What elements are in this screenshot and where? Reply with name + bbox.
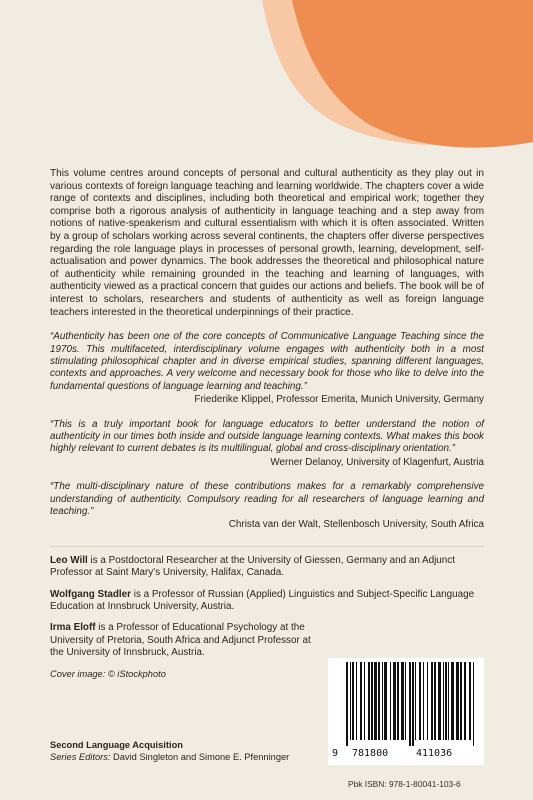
series-info bbox=[50, 739, 289, 763]
barcode-bar bbox=[371, 662, 373, 740]
barcode-bar bbox=[415, 662, 416, 740]
barcode-bar bbox=[384, 662, 387, 740]
editor-bio-2 bbox=[50, 589, 484, 614]
barcode-bar bbox=[356, 662, 357, 740]
barcode-bar bbox=[382, 662, 383, 740]
barcode-digit-first: 9 bbox=[332, 748, 339, 759]
barcode-digits-left: 781800 bbox=[352, 748, 389, 759]
endorsement-text: “This is a truly important book for language educators to better understand the notion of authenticity in our times both inside and outside language learning contexts. What makes this book highly relevant to current debates is its multilingual, global and cross-disciplinary orientation.” bbox=[50, 418, 484, 455]
endorsement-text: “The multi-disciplinary nature of these contributions makes for a remarkably comprehensive understanding of authenticity. Compulsory reading for all researchers of language learning and teaching.” bbox=[50, 481, 484, 517]
barcode-bar bbox=[350, 662, 351, 740]
barcode bbox=[328, 658, 484, 765]
book-description: This volume centres around concepts of personal and cultural authenticity as they play out in various contexts of foreign language teaching and learning worldwide. The chapters cover a wide range of contexts and disciplines, including both theoretical and empirical work; together they comprise both a rigorous analysis of authenticity in language teaching and a step away from notions of native-speakerism and cultural essentialism with which it is often associated. Written by a group of scholars working across several continents, the chapters offer diverse perspectives regarding the role language plays in processes of personal growth, learning, development, self-actualisation and power dynamics. The book addresses the theoretical and philosophical nature of authenticity while remaining grounded in the teaching and learning of languages, with authenticity viewed as a practical concern that guides our actions and beliefs. The book will be of interest to scholars, researchers and students of authenticity as well as foreign language teachers interested in the theoretical underpinnings of their practice. bbox=[50, 168, 484, 318]
barcode-bar bbox=[360, 662, 362, 740]
endorsement-text: “Authenticity has been one of the core concepts of Communicative Language Teaching since the 1970s. This multifaceted, interdisciplinary volume engages with authenticity both in a most stimulating philosophical chapter and in diverse empirical studies, spanning different languages, contexts and approaches. A very welcome and necessary book for those who like to delve into the fundamental questions of language learning and teaching.” bbox=[50, 331, 484, 392]
endorsement-attribution: Christa van der Walt, Stellenbosch University, South Africa bbox=[228, 519, 484, 531]
decorative-orange-shape bbox=[0, 0, 533, 160]
endorsement-attribution: Friederike Klippel, Professor Emerita, Munich University, Germany bbox=[194, 394, 484, 406]
endorsement-3 bbox=[50, 481, 484, 532]
series-editors-label: Series Editors: bbox=[50, 752, 111, 762]
barcode-bar bbox=[405, 662, 406, 740]
endorsement-1 bbox=[50, 331, 484, 406]
barcode-bar bbox=[443, 662, 444, 740]
barcode-bar bbox=[368, 662, 370, 740]
barcode-bar bbox=[374, 662, 377, 740]
barcode-icon bbox=[332, 662, 480, 746]
barcode-bar bbox=[469, 662, 471, 740]
barcode-bar bbox=[473, 662, 474, 746]
editor-bio-text: is a Postdoctoral Researcher at the University of Giessen, Germany and an Adjunct Professor at Saint Mary’s University, Halifax, Canada. bbox=[50, 554, 455, 579]
barcode-bar bbox=[427, 662, 428, 740]
barcode-bar bbox=[460, 662, 462, 740]
cover-image-credit: Cover image: © iStockphoto bbox=[50, 668, 166, 679]
isbn: Pbk ISBN: 978-1-80041-103-6 bbox=[348, 779, 461, 789]
barcode-bar bbox=[409, 662, 411, 746]
barcode-bar bbox=[456, 662, 459, 740]
barcode-bar bbox=[401, 662, 404, 740]
barcode-bar bbox=[448, 662, 449, 740]
barcode-bar bbox=[397, 662, 399, 740]
editor-name: Irma Eloff bbox=[50, 622, 96, 634]
barcode-bar bbox=[412, 662, 414, 746]
series-title: Second Language Acquisition bbox=[50, 740, 183, 750]
editor-bio-text: is a Professor of Educational Psychology at the University of Pretoria, South Africa and Adjunct Professor at the University of Innsbruck, Austria. bbox=[50, 622, 311, 659]
barcode-bar bbox=[390, 662, 391, 740]
editor-bio-1 bbox=[50, 555, 484, 580]
editor-bio-text: is a Professor of Russian (Applied) Linguistics and Subject-Specific Language Education at Innsbruck University, Austria. bbox=[50, 588, 475, 613]
endorsement-attribution: Werner Delanoy, University of Klagenfurt, Austria bbox=[270, 456, 484, 468]
barcode-bar bbox=[364, 662, 365, 740]
editor-bio-3 bbox=[50, 622, 312, 659]
barcode-bar bbox=[346, 662, 348, 746]
barcode-bar bbox=[393, 662, 396, 740]
divider bbox=[50, 546, 484, 547]
barcode-bar bbox=[431, 662, 433, 740]
barcode-bar bbox=[352, 662, 354, 740]
barcode-bar bbox=[419, 662, 421, 740]
barcode-bar bbox=[464, 662, 466, 740]
editor-name: Wolfgang Stadler bbox=[50, 588, 132, 600]
barcode-digits-right: 411036 bbox=[416, 748, 453, 759]
barcode-bar bbox=[378, 662, 380, 740]
barcode-bar bbox=[423, 662, 424, 740]
series-editors-names: David Singleton and Simone E. Pfenninger bbox=[110, 752, 290, 762]
editor-name: Leo Will bbox=[50, 554, 88, 566]
barcode-bar bbox=[451, 662, 454, 740]
barcode-bar bbox=[445, 662, 447, 740]
endorsement-2 bbox=[50, 419, 484, 470]
barcode-bar bbox=[438, 662, 441, 740]
barcode-bar bbox=[434, 662, 436, 740]
back-cover-content bbox=[50, 168, 484, 679]
series-editors bbox=[50, 751, 289, 763]
